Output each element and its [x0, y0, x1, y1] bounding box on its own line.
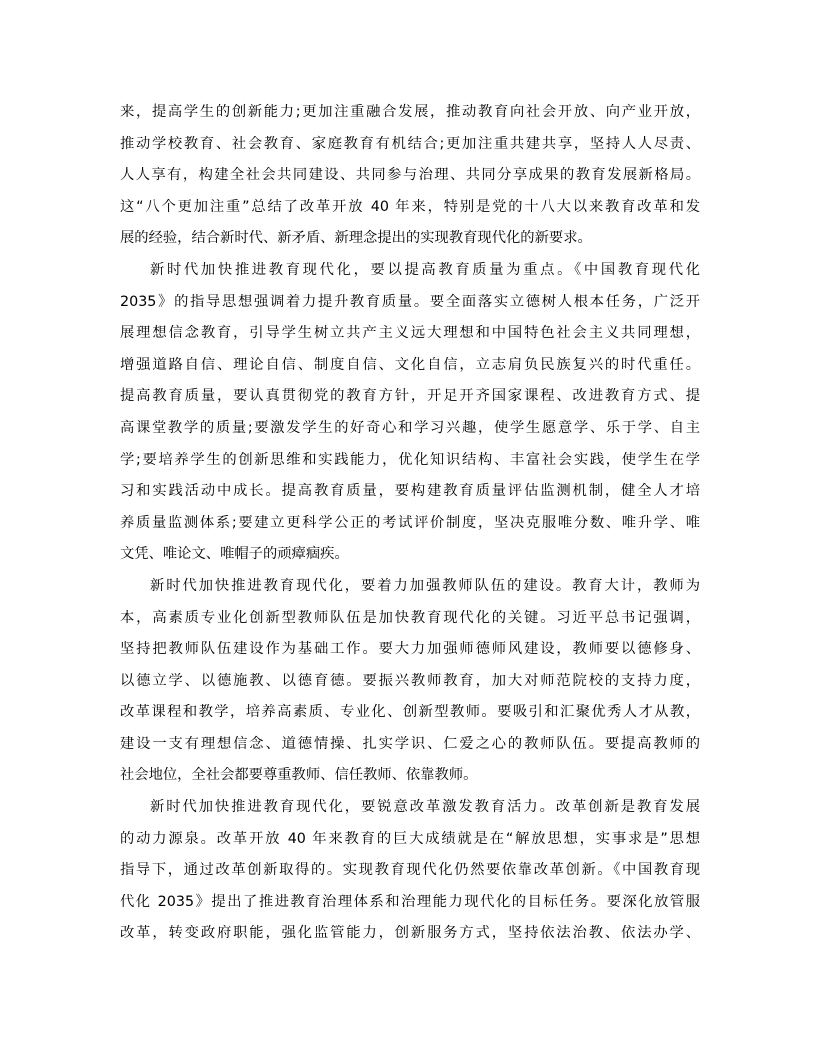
text-line: 改革课程和教学，培养高素质、专业化、创新型教师。要吸引和汇聚优秀人才从教，	[120, 704, 700, 721]
text-line: 改革，转变政府职能，强化监管能力，创新服务方式，坚持依法治教、依法办学、	[120, 925, 700, 942]
text-line: 文凭、唯论文、唯帽子的顽瘴痼疾。	[120, 546, 349, 563]
text-line: 人人享有，构建全社会共同建设、共同参与治理、共同分享成果的教育发展新格局。	[120, 167, 700, 184]
text-line: 新时代加快推进教育现代化，要锐意改革激发教育活力。改革创新是教育发展	[150, 799, 700, 816]
text-line: 新时代加快推进教育现代化，要着力加强教师队伍的建设。教育大计，教师为	[150, 577, 700, 594]
text-line: 提高教育质量，要认真贯彻党的教育方针，开足开齐国家课程、改进教育方式、提	[120, 388, 700, 405]
text-line: 坚持把教师队伍建设作为基础工作。要大力加强师德师风建设，教师要以德修身、	[120, 641, 700, 658]
text-line: 增强道路自信、理论自信、制度自信、文化自信，立志肩负民族复兴的时代重任。	[120, 356, 700, 373]
text-line: 以德立学、以德施教、以德育德。要振兴教师教育，加大对师范院校的支持力度，	[120, 672, 700, 689]
text-line: 展理想信念教育，引导学生树立共产主义远大理想和中国特色社会主义共同理想，	[120, 325, 700, 342]
text-line: 推动学校教育、社会教育、家庭教育有机结合;更加注重共建共享，坚持人人尽责、	[120, 135, 700, 152]
text-line: 展的经验，结合新时代、新矛盾、新理念提出的实现教育现代化的新要求。	[120, 230, 592, 247]
text-line: 养质量监测体系;要建立更科学公正的考试评价制度，坚决克服唯分数、唯升学、唯	[120, 514, 700, 531]
document-body	[120, 97, 700, 950]
text-line: 本，高素质专业化创新型教师队伍是加快教育现代化的关键。习近平总书记强调，	[120, 609, 700, 626]
text-line: 代化 2035》提出了推进教育治理体系和治理能力现代化的目标任务。要深化放管服	[120, 893, 700, 910]
text-line: 高课堂教学的质量;要激发学生的好奇心和学习兴趣，使学生愿意学、乐于学、自主	[120, 419, 700, 436]
text-line: 指导下，通过改革创新取得的。实现教育现代化仍然要依靠改革创新。《中国教育现	[120, 862, 700, 879]
text-line: 习和实践活动中成长。提高教育质量，要构建教育质量评估监测机制，健全人才培	[120, 483, 700, 500]
text-line: 社会地位，全社会都要尊重教师、信任教师、依靠教师。	[120, 767, 478, 784]
text-line: 学;要培养学生的创新思维和实践能力，优化知识结构、丰富社会实践，使学生在学	[120, 451, 700, 468]
text-line: 建设一支有理想信念、道德情操、扎实学识、仁爱之心的教师队伍。要提高教师的	[120, 735, 700, 752]
text-line: 这“八个更加注重”总结了改革开放 40 年来，特别是党的十八大以来教育改革和发	[120, 198, 700, 215]
text-line: 的动力源泉。改革开放 40 年来教育的巨大成绩就是在“解放思想，实事求是”思想	[120, 830, 700, 847]
text-line: 来，提高学生的创新能力;更加注重融合发展，推动教育向社会开放、向产业开放，	[120, 104, 700, 120]
text-line: 新时代加快推进教育现代化，要以提高教育质量为重点。《中国教育现代化	[150, 261, 700, 278]
text-line: 2035》的指导思想强调着力提升教育质量。要全面落实立德树人根本任务，广泛开	[120, 293, 700, 310]
